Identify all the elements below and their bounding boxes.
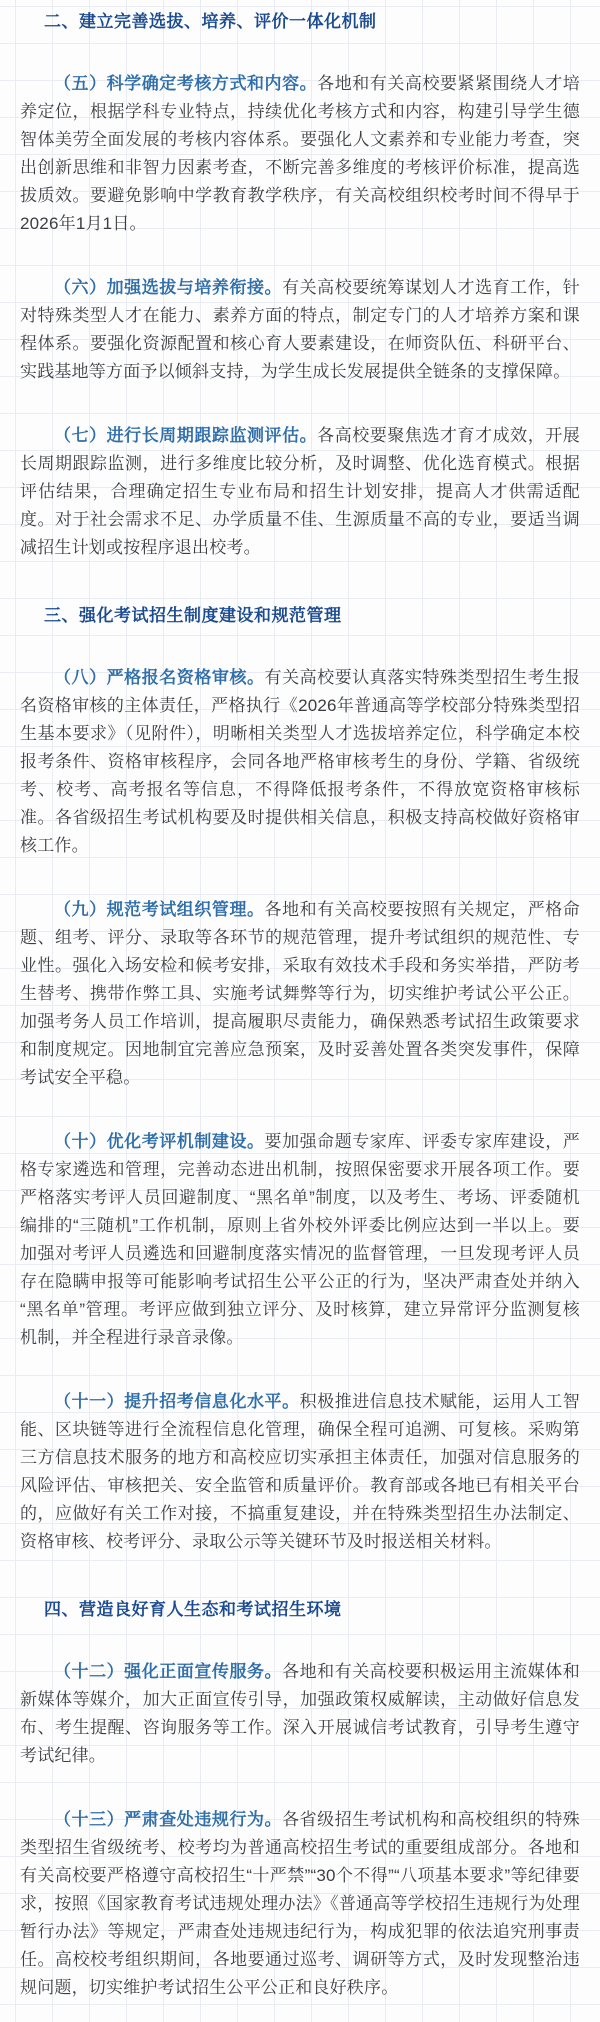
paragraph-text: 有关高校要认真落实特殊类型招生考生报名资格审核的主体责任，严格执行《2026年普通高等学校部分特殊类型招生基本要求》（见附件），明晰相关类型人才选拔培养定位，科学确定本校报考条件、资格审核程序，会同各地严格审核考生的身份、学籍、省级统考、校考、高考报名等信息，不得降低报考条件，不得放宽资格审核标准。各省级招生考试机构要及时提供相关信息，积极支持高校做好资格审核工作。 bbox=[20, 668, 580, 855]
paragraph bbox=[20, 70, 580, 238]
paragraph-lead: （六）加强选拔与培养衔接。 bbox=[54, 278, 283, 297]
paragraph-text: 要加强命题专家库、评委专家库建设，严格专家遴选和管理，完善动态进出机制，按照保密要求开展各项工作。要严格落实考评人员回避制度、“黑名单”制度，以及考生、考场、评委随机编排的“三随机”工作机制，原则上省外校外评委比例应达到一半以上。要加强对考评人员遴选和回避制度落实情况的监督管理，一旦发现考评人员存在隐瞒申报等可能影响考试招生公平公正的行为，坚决严肃查处并纳入“黑名单”管理。考评应做到独立评分、及时核算，建立异常评分监测复核机制，并全程进行录音录像。 bbox=[20, 1132, 580, 1347]
paragraph bbox=[20, 896, 580, 1092]
paragraph-text: 各地和有关高校要积极运用主流媒体和新媒体等媒介，加大正面宣传引导，加强政策权威解读，主动做好信息发布、考生提醒、咨询服务等工作。深入开展诚信考试教育，引导考生遵守考试纪律。 bbox=[20, 1662, 580, 1765]
paragraph-text: 各地和有关高校要紧紧围绕人才培养定位，根据学科专业特点，持续优化考核方式和内容，构建引导学生德智体美劳全面发展的考核内容体系。要强化人文素养和专业能力考查，突出创新思维和非智力因素考查，不断完善多维度的考核评价标准，提高选拔质效。要避免影响中学教育教学秩序，有关高校组织校考时间不得早于2026年1月1日。 bbox=[20, 74, 580, 233]
paragraph-lead: （八）严格报名资格审核。 bbox=[54, 668, 265, 687]
paragraph bbox=[20, 274, 580, 386]
paragraph-lead: （七）进行长周期跟踪监测评估。 bbox=[54, 426, 318, 445]
paragraph-lead: （五）科学确定考核方式和内容。 bbox=[54, 74, 318, 93]
section-heading: 三、强化考试招生制度建设和规范管理 bbox=[44, 606, 342, 625]
paragraph bbox=[20, 1128, 580, 1352]
paragraph bbox=[20, 422, 580, 562]
paragraph-lead: （十二）强化正面宣传服务。 bbox=[54, 1662, 283, 1681]
section-heading: 四、营造良好育人生态和考试招生环境 bbox=[44, 1600, 342, 1619]
paragraph-lead: （十）优化考评机制建设。 bbox=[54, 1132, 265, 1151]
paragraph-text: 有关高校要统筹谋划人才选育工作，针对特殊类型人才在能力、素养方面的特点，制定专门的人才培养方案和课程体系。要强化资源配置和核心育人要素建设，在师资队伍、科研平台、实践基地等方面予以倾斜支持，为学生成长发展提供全链条的支撑保障。 bbox=[20, 278, 580, 381]
section-heading: 二、建立完善选拔、培养、评价一体化机制 bbox=[44, 12, 377, 31]
paragraph-lead: （十一）提升招考信息化水平。 bbox=[54, 1392, 300, 1411]
paragraph bbox=[20, 1806, 580, 2002]
paragraph-text: 各高校要聚焦选才育才成效，开展长周期跟踪监测，进行多维度比较分析，及时调整、优化选育模式。根据评估结果，合理确定招生专业布局和招生计划安排，提高人才供需适配度。对于社会需求不足、办学质量不佳、生源质量不高的专业，要适当调减招生计划或按程序退出校考。 bbox=[20, 426, 580, 557]
paragraph-text: 积极推进信息技术赋能，运用人工智能、区块链等进行全流程信息化管理，确保全程可追溯、可复核。采购第三方信息技术服务的地方和高校应切实承担主体责任，加强对信息服务的风险评估、审核把关、安全监管和质量评价。教育部或各地已有相关平台的，应做好有关工作对接，不搞重复建设，并在特殊类型招生办法制定、资格审核、校考评分、录取公示等关键环节及时报送相关材料。 bbox=[20, 1392, 580, 1551]
paragraph-lead: （十三）严肃查处违规行为。 bbox=[54, 1810, 283, 1829]
paragraph-lead: （九）规范考试组织管理。 bbox=[54, 900, 265, 919]
paragraph bbox=[20, 1658, 580, 1770]
paragraph bbox=[20, 1388, 580, 1556]
paragraph bbox=[20, 664, 580, 860]
paragraph-text: 各省级招生考试机构和高校组织的特殊类型招生省级统考、校考均为普通高校招生考试的重要组成部分。各地和有关高校要严格遵守高校招生“十严禁”“30个不得”“八项基本要求”等纪律要求，按照《国家教育考试违规处理办法》《普通高等学校招生违规行为处理暂行办法》等规定，严肃查处违规违纪行为，构成犯罪的依法追究刑事责任。高校校考组织期间，各地要通过巡考、调研等方式，及时发现整治违规问题，切实维护考试招生公平公正和良好秩序。 bbox=[20, 1810, 580, 1997]
paragraph-text: 各地和有关高校要按照有关规定，严格命题、组考、评分、录取等各环节的规范管理，提升考试组织的规范性、专业性。强化入场安检和候考安排，采取有效技术手段和务实举措，严防考生替考、携带作弊工具、实施考试舞弊等行为，切实维护考试公平公正。加强考务人员工作培训，提高履职尽责能力，确保熟悉考试招生政策要求和制度规定。因地制宜完善应急预案，及时妥善处置各类突发事件，保障考试安全平稳。 bbox=[20, 900, 580, 1087]
